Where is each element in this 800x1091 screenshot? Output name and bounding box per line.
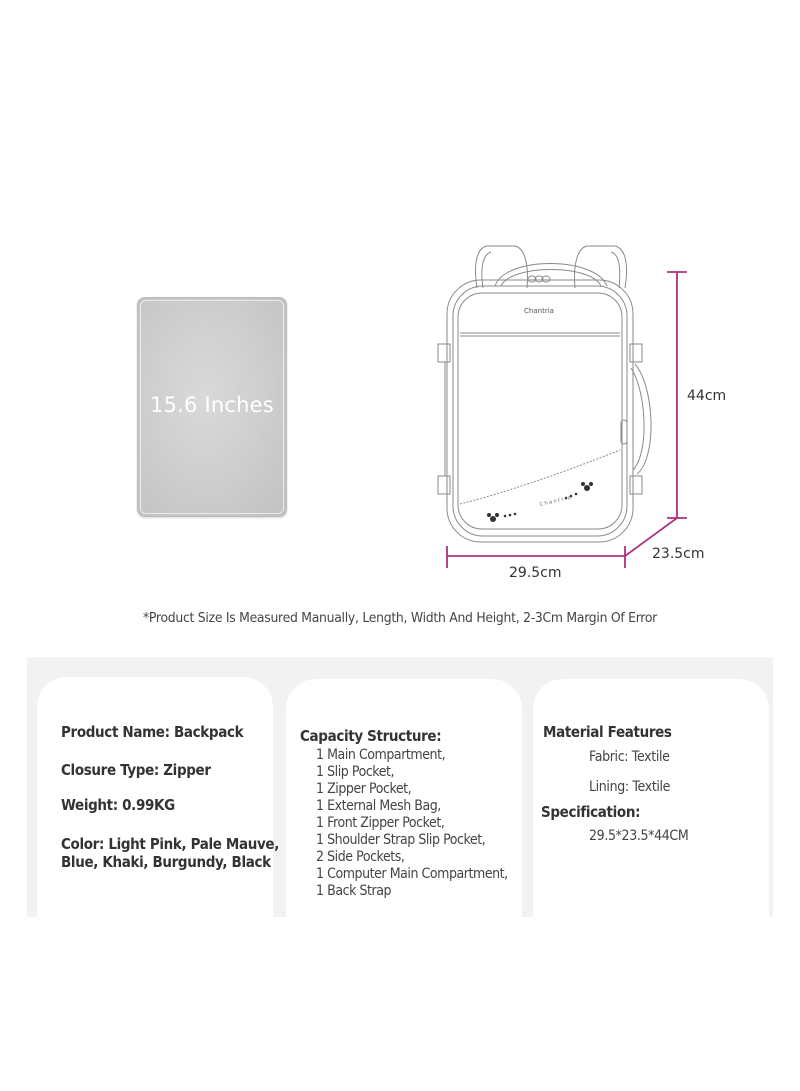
basic-info-card bbox=[37, 677, 280, 917]
capacity-item: 1 Slip Pocket, bbox=[316, 764, 395, 780]
product-info-band bbox=[27, 657, 773, 917]
product-name: Product Name: Backpack bbox=[61, 723, 244, 741]
capacity-item: 1 Main Compartment, bbox=[316, 747, 446, 763]
color-line-2: Blue, Khaki, Burgundy, Black bbox=[61, 853, 271, 871]
backpack-dimension-diagram bbox=[425, 238, 765, 588]
capacity-item: 2 Side Pockets, bbox=[316, 849, 405, 865]
material-features-card bbox=[533, 679, 769, 919]
measurement-note: *Product Size Is Measured Manually, Length, Width And Height, 2-3Cm Margin Of Error bbox=[142, 610, 658, 626]
specification-title: Specification: bbox=[541, 803, 641, 821]
closure-type: Closure Type: Zipper bbox=[61, 761, 211, 779]
laptop-size-illustration bbox=[137, 297, 287, 517]
capacity-item: 1 Back Strap bbox=[316, 883, 392, 899]
capacity-item: 1 Front Zipper Pocket, bbox=[316, 815, 445, 831]
depth-dimension-label: 23.5cm bbox=[652, 546, 705, 562]
height-dimension-label: 44cm bbox=[687, 388, 727, 404]
lining: Lining: Textile bbox=[589, 779, 671, 795]
laptop-size-label: 15.6 Inches bbox=[150, 393, 274, 417]
color-line-1: Color: Light Pink, Pale Mauve, bbox=[61, 835, 280, 853]
weight: Weight: 0.99KG bbox=[61, 796, 175, 814]
capacity-item: 1 Zipper Pocket, bbox=[316, 781, 412, 797]
material-title: Material Features bbox=[543, 723, 672, 741]
backpack-outline-icon bbox=[425, 238, 765, 588]
capacity-title: Capacity Structure: bbox=[300, 727, 442, 745]
capacity-item: 1 Computer Main Compartment, bbox=[316, 866, 508, 882]
brand-text: Chantria bbox=[524, 307, 554, 315]
width-dimension-label: 29.5cm bbox=[509, 565, 562, 581]
capacity-list bbox=[316, 747, 529, 900]
capacity-structure-card bbox=[286, 679, 522, 919]
capacity-item: 1 External Mesh Bag, bbox=[316, 798, 441, 814]
specification-value: 29.5*23.5*44CM bbox=[589, 828, 689, 844]
capacity-item: 1 Shoulder Strap Slip Pocket, bbox=[316, 832, 486, 848]
fabric: Fabric: Textile bbox=[589, 749, 670, 765]
svg-text:Chantria: Chantria bbox=[539, 494, 573, 508]
